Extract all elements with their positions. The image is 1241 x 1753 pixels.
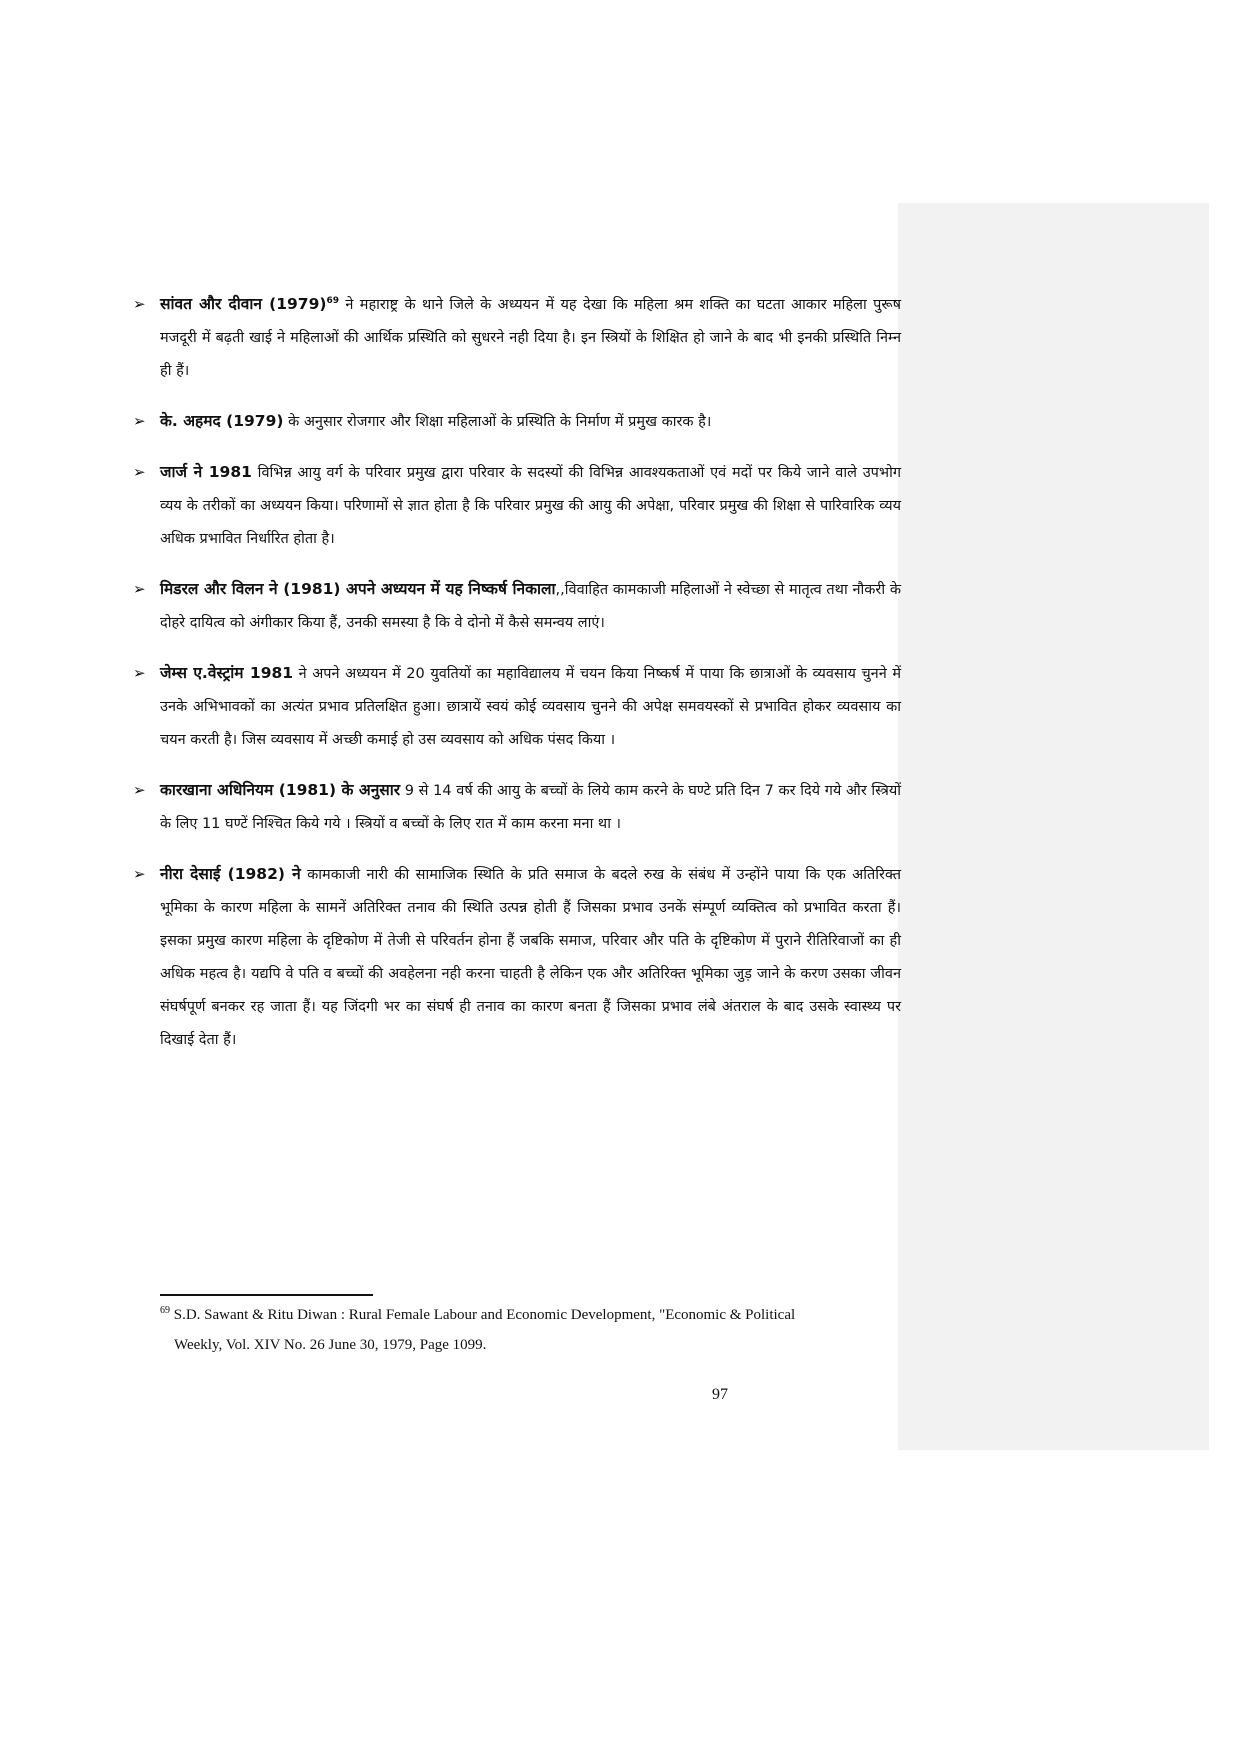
arrow-bullet-icon: ➢ xyxy=(133,295,146,313)
arrow-bullet-icon: ➢ xyxy=(133,412,146,430)
bullet-item xyxy=(131,573,901,640)
bullet-item xyxy=(131,858,901,1057)
bullet-lead: के. अहमद (1979) xyxy=(160,412,284,430)
bullet-text: विभिन्न आयु वर्ग के परिवार प्रमुख द्वारा परिवार के सदस्यों की विभिन्न आवश्यकताओं एवं मदों पर किये जाने वाले उपभोग व्यय के तरीकों का अध्ययन किया। परिणामों से ज्ञात होता है कि परिवार प्रमुख की आयु की अपेक्षा, परिवार प्रमुख की शिक्षा से पारिवारिक व्यय अधिक प्रभावित निर्धारित होता है। xyxy=(160,465,901,547)
bullet-lead: कारखाना अधिनियम (1981) के अनुसार xyxy=(160,781,401,799)
bullet-item xyxy=(131,456,901,556)
bullet-text: के अनुसार रोजगार और शिक्षा महिलाओं के प्रस्थिति के निर्माण में प्रमुख कारक है। xyxy=(283,414,712,430)
bullet-lead: मिडरल और विलन ने (1981) अपने अध्ययन में यह निष्कर्ष निकाला xyxy=(160,580,556,598)
bullet-text: 9 से 14 वर्ष की आयु के बच्चों के लिये काम करने के घण्टे प्रति दिन 7 कर दिये गये और स्त्रियों के लिए 11 घण्टें निश्चित किये गये । स्त्रियों व बच्चों के लिए रात में काम करना मना था । xyxy=(160,783,901,832)
arrow-bullet-icon: ➢ xyxy=(133,580,146,598)
footnote-ref[interactable]: 69 xyxy=(326,296,339,307)
arrow-bullet-icon: ➢ xyxy=(133,463,146,481)
bullet-item xyxy=(131,774,901,841)
footnote-separator xyxy=(160,1294,373,1296)
comment-margin-pane xyxy=(898,203,1209,1450)
bullet-text: ,,विवाहित कामकाजी महिलाओं ने स्वेच्छा से मातृत्व तथा नौकरी के दोहरे दायित्व को अंगीकार किया हैं, उनकी समस्या है कि वे दोनो में कैसे समन्वय लाएं। xyxy=(160,582,901,631)
bullet-item xyxy=(131,405,901,439)
page-body xyxy=(131,288,901,1074)
arrow-bullet-icon: ➢ xyxy=(133,664,146,682)
footnote-line-1: S.D. Sawant & Ritu Diwan : Rural Female Labour and Economic Development, "Economic & Political xyxy=(170,1307,796,1323)
bullet-item xyxy=(131,657,901,757)
footnote-number: 69 xyxy=(160,1305,170,1316)
bullet-lead: सांवत और दीवान (1979) xyxy=(160,295,327,313)
bullet-item xyxy=(131,288,901,388)
arrow-bullet-icon: ➢ xyxy=(133,865,146,883)
footnote xyxy=(160,1300,898,1360)
bullet-text: ने अपने अध्ययन में 20 युवतियों का महाविद्यालय में चयन किया निष्कर्ष में पाया कि छात्राओं के व्यवसाय चुनने में उनके अभिभावकों का अत्यंत प्रभाव प्रतिलक्षित हुआ। छात्रायें स्वयं कोई व्यवसाय चुनने की अपेक्ष समवयस्कों से प्रभावित होकर व्यवसाय का चयन करती है। जिस व्यवसाय में अच्छी कमाई हो उस व्यवसाय को अधिक पंसद किया । xyxy=(160,666,901,748)
page-number: 97 xyxy=(712,1386,728,1403)
bullet-lead: जार्ज ने 1981 xyxy=(160,463,252,481)
bullet-text: कामकाजी नारी की सामाजिक स्थिति के प्रति समाज के बदले रुख के संबंध में उन्होंने पाया कि एक अतिरिक्त भूमिका के कारण महिला के सामनें अतिरिक्त तनाव की स्थिति उत्पन्न होती हैं जिसका प्रभाव उनकें संम्पूर्ण व्यक्तित्व को प्रभावित करता हैं। इसका प्रमुख कारण महिला के दृष्टिकोण में तेजी से परिवर्तन होना हैं जबकि समाज, परिवार और पति के दृष्टिकोण में पुराने रीतिरिवाजों का ही अधिक महत्व है। यद्यपि वे पति व बच्चों की अवहेलना नही करना चाहती है लेकिन एक और अतिरिक्त भूमिका जुड़ जाने के करण उसका जीवन संघर्षपूर्ण बनकर रह जाता हैं। यह जिंदगी भर का संघर्ष ही तनाव का कारण बनता हैं जिसका प्रभाव लंबे अंतराल के बाद उसके स्वास्थ्य पर दिखाई देता हैं। xyxy=(160,867,901,1048)
arrow-bullet-icon: ➢ xyxy=(133,781,146,799)
footnote-line-2: Weekly, Vol. XIV No. 26 June 30, 1979, Page 1099. xyxy=(174,1337,487,1353)
bullet-lead: जेम्स ए.वेस्ट्रांम 1981 xyxy=(160,664,294,682)
bullet-lead: नीरा देसाई (1982) ने xyxy=(160,865,301,883)
bullet-text: ने महाराष्ट्र के थाने जिले के अध्ययन में यह देखा कि महिला श्रम शक्ति का घटता आकार महिला पुरूष मजदूरी में बढ़ती खाई ने महिलाओं की आर्थिक प्रस्थिति को सुधरने नही दिया है। इन स्त्रियों के शिक्षित हो जाने के बाद भी इनकी प्रस्थिति निम्न ही हैं। xyxy=(160,297,901,379)
